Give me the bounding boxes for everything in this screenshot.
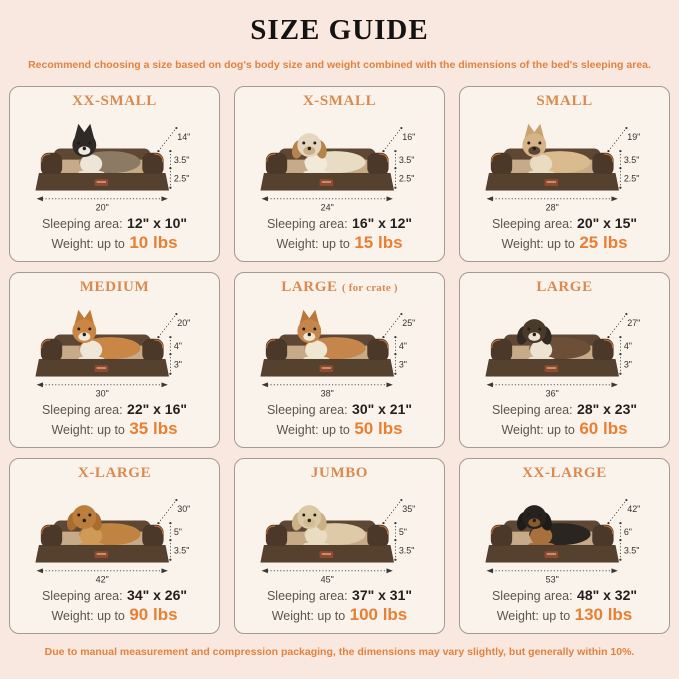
weight-value: 60 lbs <box>579 419 628 438</box>
sleeping-area-line <box>463 587 666 605</box>
base-height-label: 2.5" <box>623 173 639 184</box>
width-dimension-label: 24" <box>320 202 334 213</box>
size-card <box>234 86 445 262</box>
depth-dimension-label: 14" <box>176 131 190 142</box>
weight-label: Weight: up to <box>276 237 350 251</box>
size-name: MEDIUM <box>79 279 150 295</box>
size-card <box>459 272 670 448</box>
sleeping-area-label: Sleeping area: <box>491 217 573 231</box>
sleeping-area-label: Sleeping area: <box>266 403 348 417</box>
weight-line <box>238 420 441 439</box>
bed-dog-drawing <box>472 111 658 215</box>
base-height-label: 3" <box>173 359 182 370</box>
bed-dog-drawing <box>472 483 658 587</box>
bed-illustration <box>238 483 441 587</box>
width-dimension-label: 28" <box>545 202 559 213</box>
bed-dog-drawing <box>247 297 433 401</box>
depth-dimension-label: 25" <box>401 317 415 328</box>
bolster-height-label: 4" <box>173 341 182 351</box>
size-card <box>459 86 670 262</box>
weight-value: 35 lbs <box>129 419 178 438</box>
bed-dog-drawing <box>472 297 658 401</box>
sleeping-area-line <box>13 401 216 419</box>
size-title <box>238 464 441 482</box>
sleeping-area-line <box>463 401 666 419</box>
sleeping-area-value: 16" x 12" <box>352 215 413 231</box>
sleeping-area-label: Sleeping area: <box>41 217 123 231</box>
weight-value: 100 lbs <box>349 605 408 624</box>
size-name: SMALL <box>536 93 593 109</box>
bolster-height-label: 3.5" <box>173 155 189 165</box>
size-title <box>463 278 666 296</box>
size-title <box>238 278 441 296</box>
footer-note: Due to manual measurement and compression packaging, the dimensions may vary slightly, but generally within 10%. <box>44 646 635 658</box>
weight-line <box>463 606 666 625</box>
size-card <box>234 272 445 448</box>
page-subtitle: Recommend choosing a size based on dog's body size and weight combined with the dimensions of the bed's sleeping area. <box>28 59 651 71</box>
base-height-label: 3.5" <box>173 545 189 556</box>
sleeping-area-line <box>238 587 441 605</box>
size-title <box>463 92 666 110</box>
size-name: X-SMALL <box>302 93 377 109</box>
width-dimension-label: 38" <box>320 388 334 399</box>
bed-illustration <box>13 297 216 401</box>
sleeping-area-value: 28" x 23" <box>577 401 638 417</box>
weight-line <box>463 420 666 439</box>
bolster-height-label: 3.5" <box>398 155 414 165</box>
bed-illustration <box>238 111 441 215</box>
depth-dimension-label: 35" <box>401 503 415 514</box>
depth-dimension-label: 27" <box>626 317 640 328</box>
sleeping-area-value: 22" x 16" <box>127 401 188 417</box>
bolster-height-label: 4" <box>623 341 632 351</box>
weight-label: Weight: up to <box>271 609 346 623</box>
weight-label: Weight: up to <box>51 609 125 623</box>
weight-line <box>238 234 441 253</box>
sleeping-area-value: 12" x 10" <box>127 215 188 231</box>
base-height-label: 2.5" <box>173 173 189 184</box>
depth-dimension-label: 16" <box>401 131 415 142</box>
bed-dog-drawing <box>247 111 433 215</box>
bed-dog-drawing <box>22 111 208 215</box>
width-dimension-label: 20" <box>95 202 109 213</box>
width-dimension-label: 30" <box>95 388 109 399</box>
weight-line <box>13 234 216 253</box>
base-height-label: 2.5" <box>398 173 414 184</box>
size-name: JUMBO <box>310 465 369 481</box>
size-card <box>459 458 670 634</box>
sleeping-area-line <box>238 215 441 233</box>
size-card <box>9 272 220 448</box>
bolster-height-label: 5" <box>173 527 182 537</box>
sleeping-area-value: 34" x 26" <box>127 587 188 603</box>
sleeping-area-label: Sleeping area: <box>41 403 123 417</box>
bed-dog-drawing <box>22 483 208 587</box>
size-title <box>13 92 216 110</box>
weight-label: Weight: up to <box>501 237 575 251</box>
bolster-height-label: 6" <box>623 527 632 537</box>
size-name: X-LARGE <box>77 465 152 481</box>
width-dimension-label: 53" <box>545 574 559 585</box>
size-card <box>9 458 220 634</box>
size-title <box>238 92 441 110</box>
base-height-label: 3" <box>398 359 407 370</box>
size-title <box>13 464 216 482</box>
size-name: LARGE <box>281 279 338 295</box>
sleeping-area-line <box>463 215 666 233</box>
size-title <box>13 278 216 296</box>
weight-label: Weight: up to <box>51 423 125 437</box>
weight-value: 10 lbs <box>129 233 178 252</box>
weight-label: Weight: up to <box>51 237 125 251</box>
weight-label: Weight: up to <box>496 609 571 623</box>
weight-line <box>13 606 216 625</box>
depth-dimension-label: 20" <box>176 317 190 328</box>
bolster-height-label: 3.5" <box>623 155 639 165</box>
bed-illustration <box>238 297 441 401</box>
base-height-label: 3" <box>623 359 632 370</box>
weight-value: 90 lbs <box>129 605 178 624</box>
weight-label: Weight: up to <box>276 423 350 437</box>
width-dimension-label: 36" <box>545 388 559 399</box>
weight-label: Weight: up to <box>501 423 575 437</box>
sleeping-area-label: Sleeping area: <box>41 589 123 603</box>
depth-dimension-label: 19" <box>626 131 640 142</box>
sleeping-area-label: Sleeping area: <box>266 589 348 603</box>
bed-illustration <box>13 483 216 587</box>
sleeping-area-value: 30" x 21" <box>352 401 413 417</box>
sleeping-area-line <box>13 215 216 233</box>
sleeping-area-value: 48" x 32" <box>577 587 638 603</box>
size-card <box>234 458 445 634</box>
weight-value: 15 lbs <box>354 233 403 252</box>
sleeping-area-line <box>13 587 216 605</box>
weight-value: 50 lbs <box>354 419 403 438</box>
bed-dog-drawing <box>247 483 433 587</box>
sleeping-area-label: Sleeping area: <box>491 403 573 417</box>
width-dimension-label: 45" <box>320 574 334 585</box>
depth-dimension-label: 42" <box>626 503 640 514</box>
size-name: XX-LARGE <box>522 465 607 481</box>
size-title <box>463 464 666 482</box>
depth-dimension-label: 30" <box>176 503 190 514</box>
width-dimension-label: 42" <box>95 574 109 585</box>
weight-value: 25 lbs <box>579 233 628 252</box>
base-height-label: 3.5" <box>623 545 639 556</box>
size-name: LARGE <box>536 279 593 295</box>
weight-line <box>13 420 216 439</box>
bed-dog-drawing <box>22 297 208 401</box>
page-title: SIZE GUIDE <box>250 14 429 46</box>
bed-illustration <box>463 111 666 215</box>
sleeping-area-value: 37" x 31" <box>352 587 413 603</box>
bed-illustration <box>463 297 666 401</box>
size-name: XX-SMALL <box>72 93 157 109</box>
weight-line <box>238 606 441 625</box>
sleeping-area-label: Sleeping area: <box>491 589 573 603</box>
size-title-suffix: ( for crate ) <box>341 282 398 294</box>
base-height-label: 3.5" <box>398 545 414 556</box>
bolster-height-label: 5" <box>398 527 407 537</box>
sleeping-area-line <box>238 401 441 419</box>
sleeping-area-label: Sleeping area: <box>266 217 348 231</box>
sleeping-area-value: 20" x 15" <box>577 215 638 231</box>
bolster-height-label: 4" <box>398 341 407 351</box>
weight-value: 130 lbs <box>574 605 633 624</box>
bed-illustration <box>463 483 666 587</box>
weight-line <box>463 234 666 253</box>
size-card <box>9 86 220 262</box>
size-grid <box>9 86 670 634</box>
bed-illustration <box>13 111 216 215</box>
